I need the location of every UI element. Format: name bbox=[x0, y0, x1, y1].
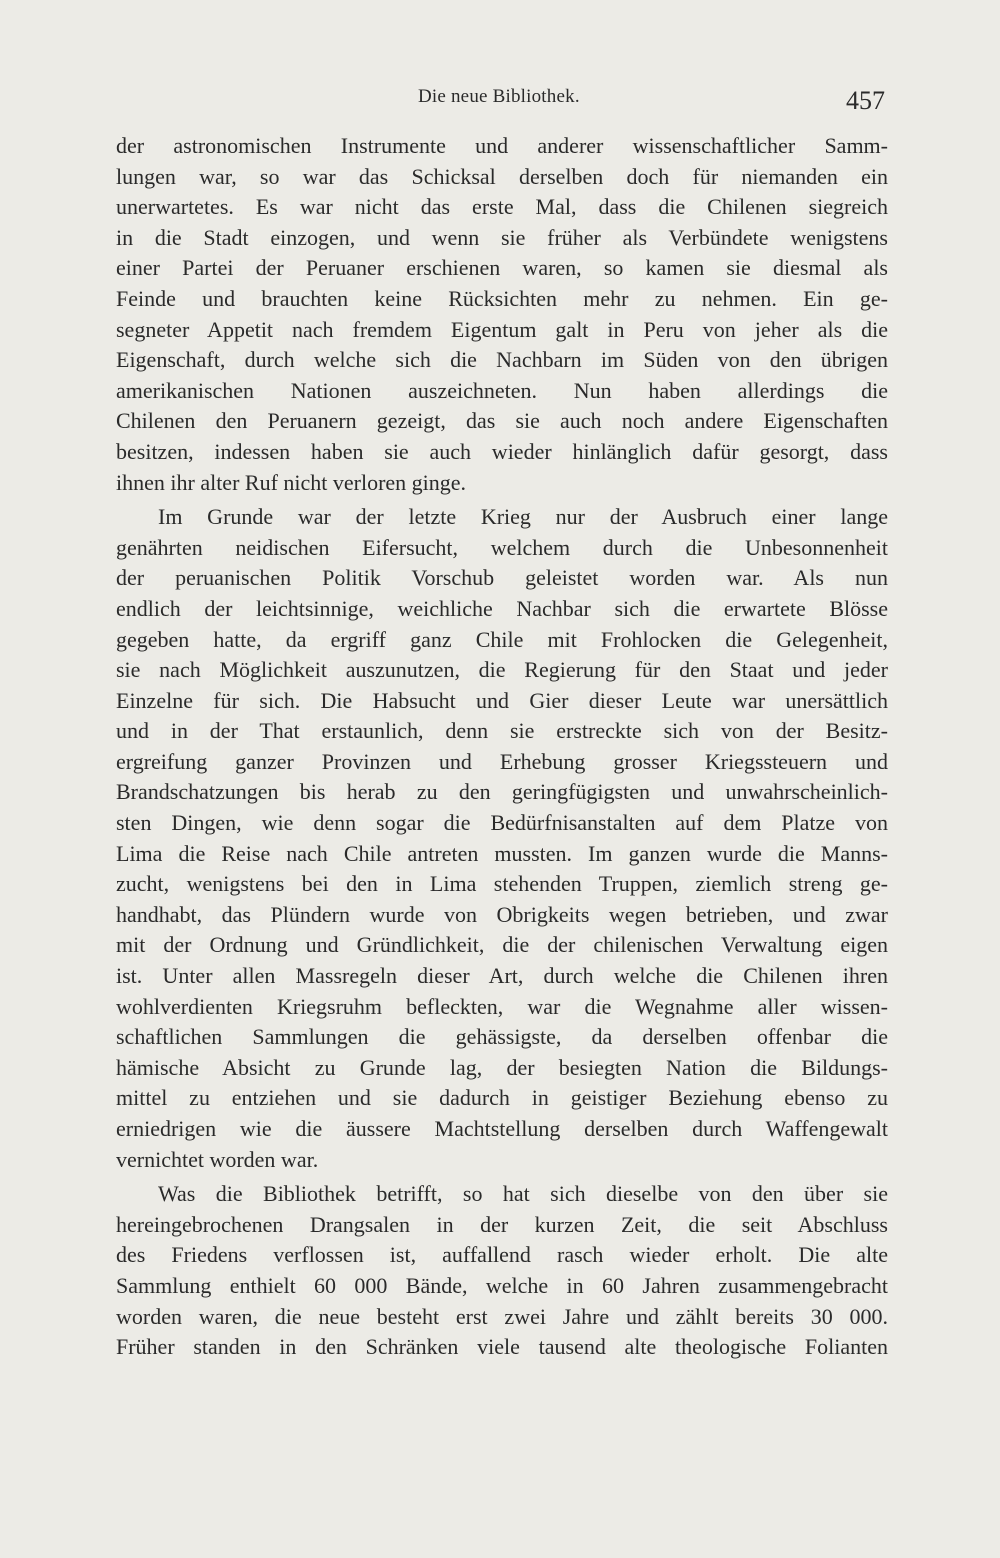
text-line: ihnen ihr alter Ruf nicht verloren ginge. bbox=[116, 469, 467, 495]
text-line: segneter Appetit nach fremdem Eigentum galt in Peru von jeher als die bbox=[116, 316, 888, 342]
text-line: lungen war, so war das Schicksal derselben doch für niemanden ein bbox=[116, 163, 888, 189]
paragraph bbox=[116, 502, 888, 1175]
text-line: sie nach Möglichkeit auszunutzen, die Regierung für den Staat und jeder bbox=[116, 657, 888, 683]
running-head bbox=[0, 82, 1000, 114]
text-line: zucht, wenigstens bei den in Lima stehenden Truppen, ziemlich streng ge- bbox=[116, 871, 888, 897]
text-line: hämische Absicht zu Grunde lag, der besiegten Nation die Bildungs- bbox=[116, 1054, 888, 1080]
paragraph bbox=[116, 131, 888, 498]
text-line: ergreifung ganzer Provinzen und Erhebung grosser Kriegssteuern und bbox=[116, 748, 888, 774]
body-text bbox=[116, 131, 888, 1363]
text-line: Was die Bibliothek betrifft, so hat sich dieselbe von den über sie bbox=[158, 1181, 888, 1207]
text-line: schaftlichen Sammlungen die gehässigste, da derselben offenbar die bbox=[116, 1024, 888, 1050]
text-line: erniedrigen wie die äussere Machtstellung derselben durch Waffengewalt bbox=[116, 1116, 888, 1141]
text-line: Eigenschaft, durch welche sich die Nachbarn im Süden von den übrigen bbox=[116, 347, 888, 373]
text-line: mittel zu entziehen und sie dadurch in geistiger Beziehung ebenso zu bbox=[116, 1085, 888, 1111]
text-line: Sammlung enthielt 60 000 Bände, welche in 60 Jahren zusammengebracht bbox=[116, 1272, 888, 1298]
text-line: und in der That erstaunlich, denn sie erstreckte sich von der Besitz- bbox=[116, 718, 888, 744]
text-line: wohlverdienten Kriegsruhm befleckten, war die Wegnahme aller wissen- bbox=[116, 993, 888, 1019]
text-line: in die Stadt einzogen, und wenn sie früher als Verbündete wenigstens bbox=[116, 224, 888, 250]
text-line: vernichtet worden war. bbox=[116, 1146, 319, 1172]
running-title: Die neue Bibliothek. bbox=[418, 86, 580, 107]
text-line: worden waren, die neue besteht erst zwei Jahre und zählt bereits 30 000. bbox=[116, 1303, 888, 1329]
text-line: Lima die Reise nach Chile antreten mussten. Im ganzen wurde die Manns- bbox=[116, 840, 888, 866]
paragraph bbox=[116, 1179, 888, 1363]
text-line: besitzen, indessen haben sie auch wieder hinlänglich dafür gesorgt, dass bbox=[116, 438, 888, 464]
text-line: gegeben hatte, da ergriff ganz Chile mit Frohlocken die Gelegenheit, bbox=[116, 626, 888, 652]
text-line: Im Grunde war der letzte Krieg nur der Ausbruch einer lange bbox=[158, 504, 888, 530]
text-line: sten Dingen, wie denn sogar die Bedürfnisanstalten auf dem Platze von bbox=[116, 810, 888, 836]
text-line: mit der Ordnung und Gründlichkeit, die der chilenischen Verwaltung eigen bbox=[116, 932, 888, 958]
text-line: amerikanischen Nationen auszeichneten. Nun haben allerdings die bbox=[116, 377, 888, 403]
text-line: hereingebrochenen Drangsalen in der kurzen Zeit, die seit Abschluss bbox=[116, 1211, 888, 1237]
text-line: handhabt, das Plündern wurde von Obrigkeits wegen betrieben, und zwar bbox=[116, 901, 888, 927]
text-line: einer Partei der Peruaner erschienen waren, so kamen sie diesmal als bbox=[116, 255, 888, 281]
text-line: Einzelne für sich. Die Habsucht und Gier dieser Leute war unersättlich bbox=[116, 687, 888, 713]
text-line: Brandschatzungen bis herab zu den geringfügigsten und unwahrscheinlich- bbox=[116, 779, 888, 805]
text-line: Feinde und brauchten keine Rücksichten mehr zu nehmen. Ein ge- bbox=[116, 285, 888, 311]
text-line: genährten neidischen Eifersucht, welchem durch die Unbesonnenheit bbox=[116, 534, 888, 560]
text-line: unerwartetes. Es war nicht das erste Mal, dass die Chilenen siegreich bbox=[116, 194, 888, 220]
text-line: der astronomischen Instrumente und anderer wissenschaftlicher Samm- bbox=[116, 133, 888, 158]
text-line: endlich der leichtsinnige, weichliche Nachbar sich die erwartete Blösse bbox=[116, 595, 888, 621]
text-line: des Friedens verflossen ist, auffallend rasch wieder erholt. Die alte bbox=[116, 1242, 888, 1268]
text-line: Früher standen in den Schränken viele tausend alte theologische Folianten bbox=[116, 1334, 888, 1360]
text-line: der peruanischen Politik Vorschub geleistet worden war. Als nun bbox=[116, 565, 888, 591]
text-line: Chilenen den Peruanern gezeigt, das sie auch noch andere Eigenschaften bbox=[116, 408, 888, 434]
text-line: ist. Unter allen Massregeln dieser Art, durch welche die Chilenen ihren bbox=[116, 963, 888, 989]
page-number: 457 bbox=[846, 86, 885, 115]
